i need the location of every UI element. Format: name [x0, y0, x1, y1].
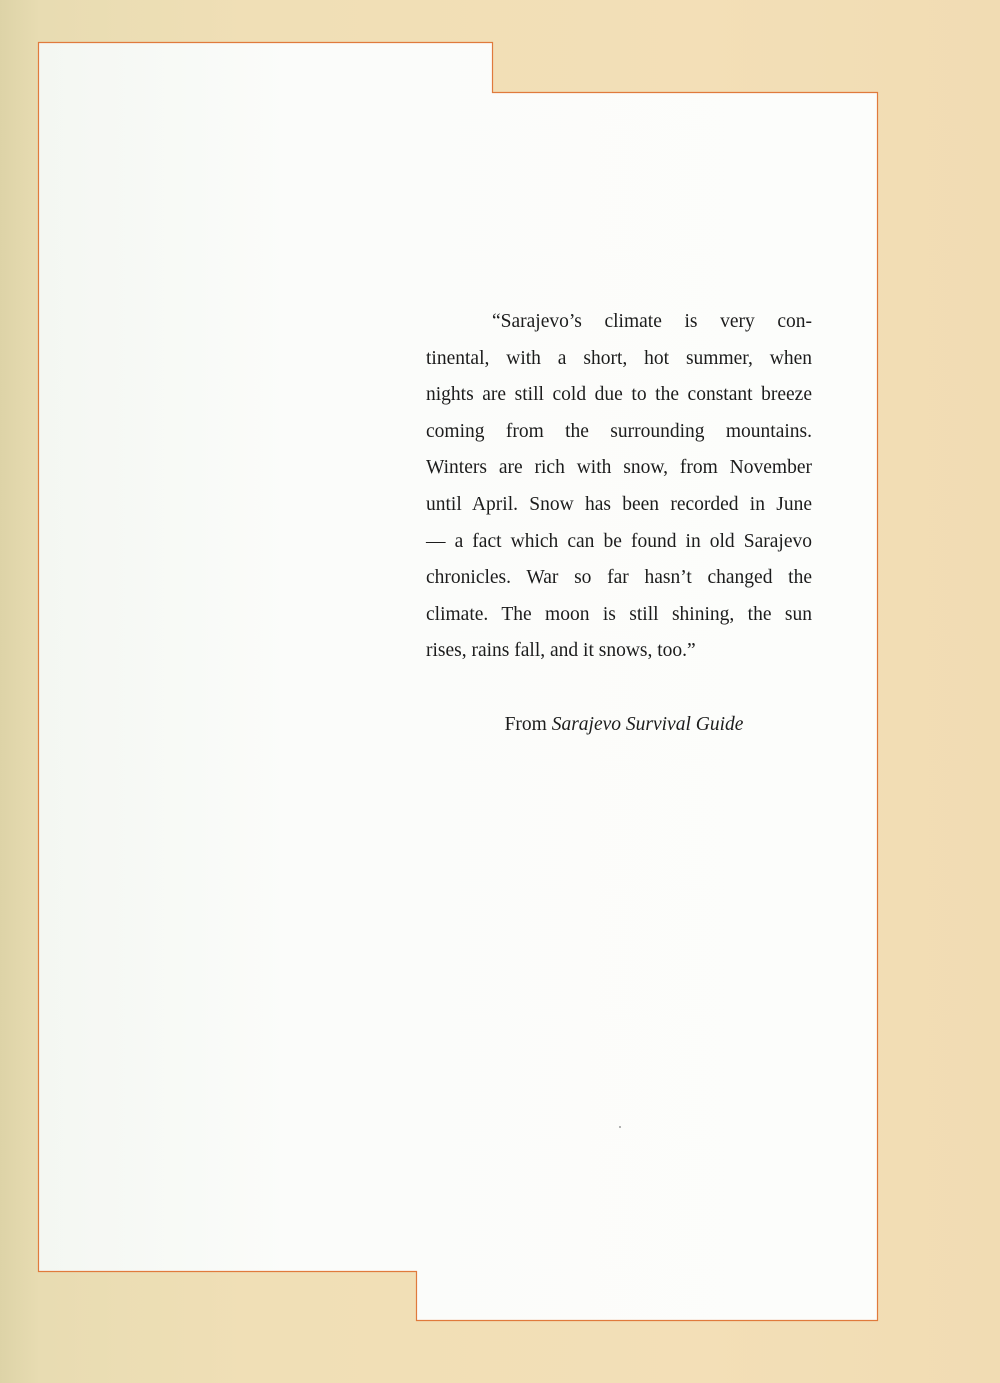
- quote-line: rises, rains fall, and it snows, too.”: [426, 640, 696, 662]
- quote-line: “Sarajevo’s climate is very con-: [492, 311, 812, 332]
- attribution-prefix: From: [504, 714, 547, 735]
- quote-line: climate. The moon is still shining, the sun: [426, 603, 812, 625]
- quote-line: chronicles. War so far hasn’t changed the: [426, 567, 812, 589]
- quote-line: coming from the surrounding mountains.: [426, 420, 812, 442]
- quote-paragraph: [426, 304, 812, 670]
- attribution-source-title: Sarajevo Survival Guide: [551, 714, 744, 735]
- quote-line: tinental, with a short, hot summer, when: [426, 347, 812, 369]
- quote-line: nights are still cold due to the constant breeze: [426, 384, 812, 406]
- paper-speck: [619, 1126, 621, 1128]
- quote-line: until April. Snow has been recorded in June: [426, 493, 812, 515]
- white-panel: [39, 43, 878, 1321]
- attribution: [426, 707, 812, 743]
- quote-line: Winters are rich with snow, from November: [426, 457, 812, 479]
- quote-line: — a fact which can be found in old Sarajevo: [426, 530, 812, 552]
